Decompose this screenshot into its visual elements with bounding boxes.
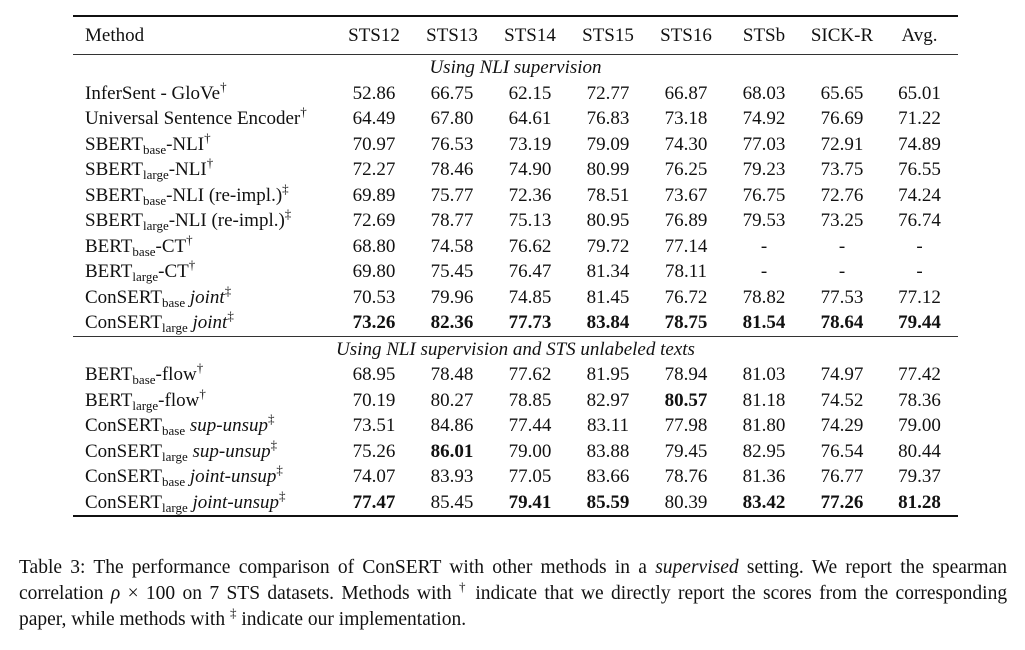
score-cell (881, 310, 958, 336)
score-best: 78.75 (664, 312, 708, 333)
method-suffix: -NLI (re-impl.) (166, 184, 283, 206)
method-mark: ‡ (276, 462, 283, 477)
score-best: 82.36 (430, 312, 474, 333)
method-mark: ‡ (270, 436, 278, 452)
score-best: 79.41 (508, 491, 552, 513)
method-base: BERT (85, 364, 133, 385)
method-mark: † (220, 78, 227, 94)
score-cell: 78.82 (742, 286, 786, 308)
score-cell: - (916, 261, 923, 282)
score-cell: 75.13 (508, 210, 552, 231)
score-best: 77.73 (508, 312, 552, 333)
score-cell: 72.91 (820, 133, 864, 155)
score-cell: 73.51 (352, 415, 396, 436)
table-row (73, 285, 958, 311)
table-row (73, 106, 958, 132)
method-suffix: -flow (158, 389, 200, 411)
method-mark: † (300, 104, 307, 119)
score-cell: 83.11 (586, 415, 630, 436)
method-base: BERT (85, 261, 133, 282)
score-cell: 76.83 (586, 108, 630, 129)
score-cell: 68.95 (352, 364, 396, 385)
method-base: SBERT (85, 184, 143, 206)
score-best: 83.42 (742, 491, 786, 513)
method-base: BERT (85, 389, 133, 411)
score-cell: 66.75 (430, 82, 474, 104)
score-cell (569, 490, 647, 516)
score-cell: - (760, 235, 768, 257)
score-cell: 78.46 (430, 159, 474, 180)
score-best: 77.26 (820, 491, 864, 513)
table-row (73, 208, 958, 234)
score-cell: 83.66 (586, 466, 630, 487)
method-size-subscript: large (132, 269, 159, 284)
score-cell: 81.34 (586, 261, 630, 282)
method-name-cell (73, 180, 335, 209)
method-name-cell (73, 464, 335, 490)
method-size-subscript: base (161, 423, 186, 438)
method-size-subscript: large (142, 167, 169, 182)
score-cell: 70.19 (352, 389, 396, 411)
score-cell: 81.36 (742, 466, 786, 487)
method-base: SBERT (85, 210, 143, 231)
score-cell: 78.11 (664, 261, 708, 282)
method-size-subscript: large (161, 320, 188, 335)
method-mark: † (204, 129, 211, 145)
score-cell: 64.61 (508, 108, 552, 129)
score-cell: 65.01 (898, 82, 941, 104)
score-cell: 68.80 (352, 235, 396, 257)
score-cell: 81.03 (742, 364, 786, 385)
score-cell (413, 310, 491, 336)
method-mark: † (188, 257, 196, 272)
score-best: 81.28 (898, 491, 941, 513)
score-cell (569, 310, 647, 336)
score-cell (335, 310, 413, 336)
method-base: ConSERT (85, 466, 162, 487)
score-cell: 72.27 (352, 159, 396, 180)
header-sick-r: SICK-R (803, 16, 881, 55)
score-cell (803, 490, 881, 516)
score-best: 77.47 (352, 491, 396, 513)
method-name-cell (73, 310, 335, 336)
score-cell: 68.03 (742, 82, 786, 104)
method-mark: ‡ (284, 206, 292, 221)
table-row (73, 234, 958, 260)
score-cell: 67.80 (430, 108, 474, 129)
table-row (73, 464, 958, 490)
table-row (73, 439, 958, 465)
method-name-cell (73, 487, 335, 516)
method-base: ConSERT (85, 312, 162, 333)
score-cell: 79.45 (664, 440, 708, 462)
score-cell: 81.95 (586, 364, 630, 385)
score-best: 85.59 (586, 491, 630, 513)
score-best: 86.01 (430, 440, 474, 462)
score-cell: 81.45 (586, 286, 630, 308)
score-cell (725, 310, 803, 336)
header-stsb: STSb (725, 16, 803, 55)
method-name-cell (73, 436, 335, 465)
score-cell (803, 310, 881, 336)
method-base: BERT (85, 235, 133, 257)
method-mark: † (199, 385, 206, 401)
method-variant: joint-unsup (192, 491, 280, 513)
score-cell (881, 490, 958, 516)
score-cell: 74.07 (352, 466, 396, 487)
score-cell: 79.23 (742, 159, 786, 180)
score-cell: 79.09 (586, 133, 630, 155)
method-name-cell (73, 208, 335, 234)
score-cell: 69.80 (352, 261, 396, 282)
score-cell: 76.62 (508, 235, 552, 257)
score-cell: 80.99 (586, 159, 630, 180)
score-cell: 74.89 (898, 133, 941, 155)
header-sts12: STS12 (335, 16, 413, 55)
method-suffix: -NLI (168, 159, 207, 180)
header-sts13: STS13 (413, 16, 491, 55)
method-base: Universal Sentence Encoder (85, 108, 301, 129)
score-cell: 72.77 (586, 82, 630, 104)
table-row (73, 413, 958, 439)
table-row (73, 362, 958, 388)
score-cell: 73.75 (820, 159, 864, 180)
score-cell (335, 490, 413, 516)
table-caption (19, 555, 1007, 633)
score-best: 78.64 (820, 312, 864, 333)
score-cell: 75.77 (430, 184, 474, 206)
score-best: 79.44 (898, 312, 941, 333)
score-cell: - (838, 261, 846, 282)
header-sts16: STS16 (647, 16, 725, 55)
score-cell: - (760, 261, 768, 282)
score-cell: 78.51 (586, 184, 630, 206)
table-row (73, 310, 958, 336)
score-cell: 77.62 (508, 364, 552, 385)
method-mark: ‡ (282, 180, 289, 196)
table-row (73, 388, 958, 414)
method-mark: † (186, 231, 193, 247)
score-best: 83.84 (586, 312, 630, 333)
score-cell: 77.44 (508, 415, 552, 436)
score-cell: 79.00 (508, 440, 552, 462)
score-cell: 76.75 (742, 184, 786, 206)
method-variant: sup-unsup (192, 440, 271, 462)
section-header-row (73, 55, 958, 81)
method-mark: ‡ (224, 282, 232, 298)
score-best: 81.54 (742, 312, 786, 333)
score-cell: 52.86 (352, 82, 396, 104)
method-base: ConSERT (85, 415, 162, 436)
method-size-subscript: large (142, 218, 169, 233)
score-cell: 79.53 (742, 210, 786, 231)
score-cell: 74.90 (508, 159, 552, 180)
score-cell: 78.48 (430, 364, 474, 385)
score-cell (413, 439, 491, 465)
caption-text-3: × 100 on 7 STS datasets. Methods with (127, 583, 452, 604)
score-cell: - (838, 235, 846, 257)
score-cell: 71.22 (898, 108, 941, 129)
method-suffix: -CT (158, 261, 189, 282)
method-variant: sup-unsup (189, 415, 268, 436)
method-size-subscript: large (161, 448, 188, 464)
table-row (73, 132, 958, 158)
method-base: SBERT (85, 159, 143, 180)
score-cell: 81.80 (742, 415, 786, 436)
section-title: Using NLI supervision (73, 55, 958, 81)
score-cell: 73.67 (664, 184, 708, 206)
score-cell: 76.77 (820, 466, 864, 487)
method-name-cell (73, 78, 335, 107)
method-size-subscript: base (132, 243, 156, 259)
score-cell: 79.96 (430, 286, 474, 308)
score-cell: 83.88 (586, 440, 630, 462)
method-name-cell (73, 231, 335, 260)
score-cell (491, 310, 569, 336)
score-cell: 77.05 (508, 466, 552, 487)
results-table-container (73, 15, 958, 517)
method-base: ConSERT (85, 286, 162, 308)
method-base: InferSent - GloVe (85, 82, 221, 104)
score-cell: 74.97 (820, 364, 864, 385)
header-sts15: STS15 (569, 16, 647, 55)
score-cell: 74.29 (820, 415, 864, 436)
score-cell: 78.85 (508, 389, 552, 411)
score-cell: 62.15 (508, 82, 552, 104)
method-size-subscript: base (142, 141, 167, 157)
score-cell: 74.92 (742, 108, 786, 129)
score-cell (647, 310, 725, 336)
method-suffix: -CT (155, 235, 187, 257)
score-cell: 77.98 (664, 415, 708, 436)
score-cell: 80.44 (898, 440, 941, 462)
caption-dagger: † (458, 579, 468, 594)
score-cell: 69.89 (352, 184, 396, 206)
method-suffix: -NLI (re-impl.) (168, 210, 285, 231)
method-size-subscript: base (161, 294, 186, 310)
section-title: Using NLI supervision and STS unlabeled texts (73, 336, 958, 362)
method-mark: ‡ (227, 308, 234, 323)
method-suffix: -flow (155, 364, 197, 385)
score-cell: 78.94 (664, 364, 708, 385)
header-method: Method (73, 16, 335, 55)
results-table (73, 15, 958, 515)
table-body (73, 55, 958, 516)
score-cell: 74.52 (820, 389, 864, 411)
table-row (73, 81, 958, 107)
method-name-cell (73, 106, 335, 132)
score-cell: 76.74 (898, 210, 941, 231)
score-cell: 79.37 (898, 466, 941, 487)
bottom-rule (73, 515, 958, 517)
caption-label: Table 3: (19, 557, 86, 578)
score-cell: 66.87 (664, 82, 708, 104)
score-cell: 77.03 (742, 133, 786, 155)
score-cell (725, 490, 803, 516)
method-variant: joint (192, 312, 228, 333)
caption-double-dagger: ‡ (229, 605, 237, 620)
score-cell: 70.97 (352, 133, 396, 155)
method-name-cell (73, 282, 335, 311)
method-base: ConSERT (85, 491, 162, 513)
score-cell: 76.53 (430, 133, 474, 155)
method-variant: joint-unsup (189, 466, 277, 487)
method-base: ConSERT (85, 440, 162, 462)
table-row (73, 490, 958, 516)
method-name-cell (73, 413, 335, 439)
score-cell: 70.53 (352, 286, 396, 308)
method-name-cell (73, 385, 335, 414)
score-cell: 77.53 (820, 286, 864, 308)
score-cell: 80.39 (664, 491, 708, 513)
score-cell: 74.24 (898, 184, 941, 206)
method-mark: ‡ (279, 487, 286, 503)
score-cell: 72.69 (352, 210, 396, 231)
caption-rho: ρ (110, 583, 121, 604)
score-cell: 76.25 (664, 159, 708, 180)
score-cell: 82.97 (586, 389, 630, 411)
score-cell: 76.55 (898, 159, 941, 180)
score-cell: 76.69 (820, 108, 864, 129)
score-cell: 73.25 (820, 210, 864, 231)
score-cell: 75.45 (430, 261, 474, 282)
header-sts14: STS14 (491, 16, 569, 55)
score-cell: 76.89 (664, 210, 708, 231)
score-cell: 73.18 (664, 108, 708, 129)
table-row (73, 183, 958, 209)
header-row (73, 16, 958, 55)
score-cell: 81.18 (742, 389, 786, 411)
caption-text-4: indicate that we directly report the scores from the corresponding paper, while methods with (19, 583, 1008, 630)
score-cell: 84.86 (430, 415, 474, 436)
score-cell: 78.77 (430, 210, 474, 231)
score-cell: 74.30 (664, 133, 708, 155)
caption-text-1: The performance comparison of ConSERT with other methods in a (93, 557, 647, 578)
method-size-subscript: large (132, 397, 159, 413)
score-cell: 75.26 (352, 440, 396, 462)
score-cell: 74.58 (430, 235, 474, 257)
score-best: 80.57 (664, 389, 708, 411)
score-cell (491, 490, 569, 516)
score-cell: - (916, 235, 923, 257)
method-mark: † (206, 155, 214, 170)
score-cell: 79.00 (898, 415, 941, 436)
method-suffix: -NLI (166, 133, 205, 155)
method-name-cell (73, 157, 335, 183)
score-cell: 74.85 (508, 286, 552, 308)
caption-text-5: indicate our implementation. (241, 609, 467, 630)
score-cell: 76.47 (508, 261, 552, 282)
method-name-cell (73, 129, 335, 158)
score-cell: 77.12 (898, 286, 941, 308)
score-cell: 72.36 (508, 184, 552, 206)
caption-text-2: setting. We report the spearman correlation (19, 557, 1007, 604)
score-cell: 82.95 (742, 440, 786, 462)
section-header-row (73, 336, 958, 362)
score-cell: 78.36 (898, 389, 941, 411)
method-size-subscript: large (161, 499, 188, 515)
score-cell: 78.76 (664, 466, 708, 487)
score-cell: 80.27 (430, 389, 474, 411)
score-best: 73.26 (352, 312, 396, 333)
method-mark: † (196, 360, 204, 375)
score-cell: 77.42 (898, 364, 941, 385)
method-mark: ‡ (267, 411, 275, 426)
table-row (73, 259, 958, 285)
score-cell: 76.54 (820, 440, 864, 462)
score-cell: 83.93 (430, 466, 474, 487)
score-cell: 80.95 (586, 210, 630, 231)
header-avg: Avg. (881, 16, 958, 55)
caption-italic-word: supervised (655, 557, 739, 578)
score-cell: 72.76 (820, 184, 864, 206)
method-base: SBERT (85, 133, 143, 155)
method-name-cell (73, 259, 335, 285)
method-name-cell (73, 362, 335, 388)
score-cell: 65.65 (820, 82, 864, 104)
method-variant: joint (189, 286, 225, 308)
table-row (73, 157, 958, 183)
score-cell: 77.14 (664, 235, 708, 257)
method-size-subscript: base (142, 192, 167, 208)
score-cell (647, 388, 725, 414)
score-cell: 73.19 (508, 133, 552, 155)
score-cell: 64.49 (352, 108, 396, 129)
method-size-subscript: base (132, 372, 156, 387)
score-cell: 85.45 (430, 491, 474, 513)
score-cell: 76.72 (664, 286, 708, 308)
method-size-subscript: base (161, 474, 186, 489)
score-cell: 79.72 (586, 235, 630, 257)
